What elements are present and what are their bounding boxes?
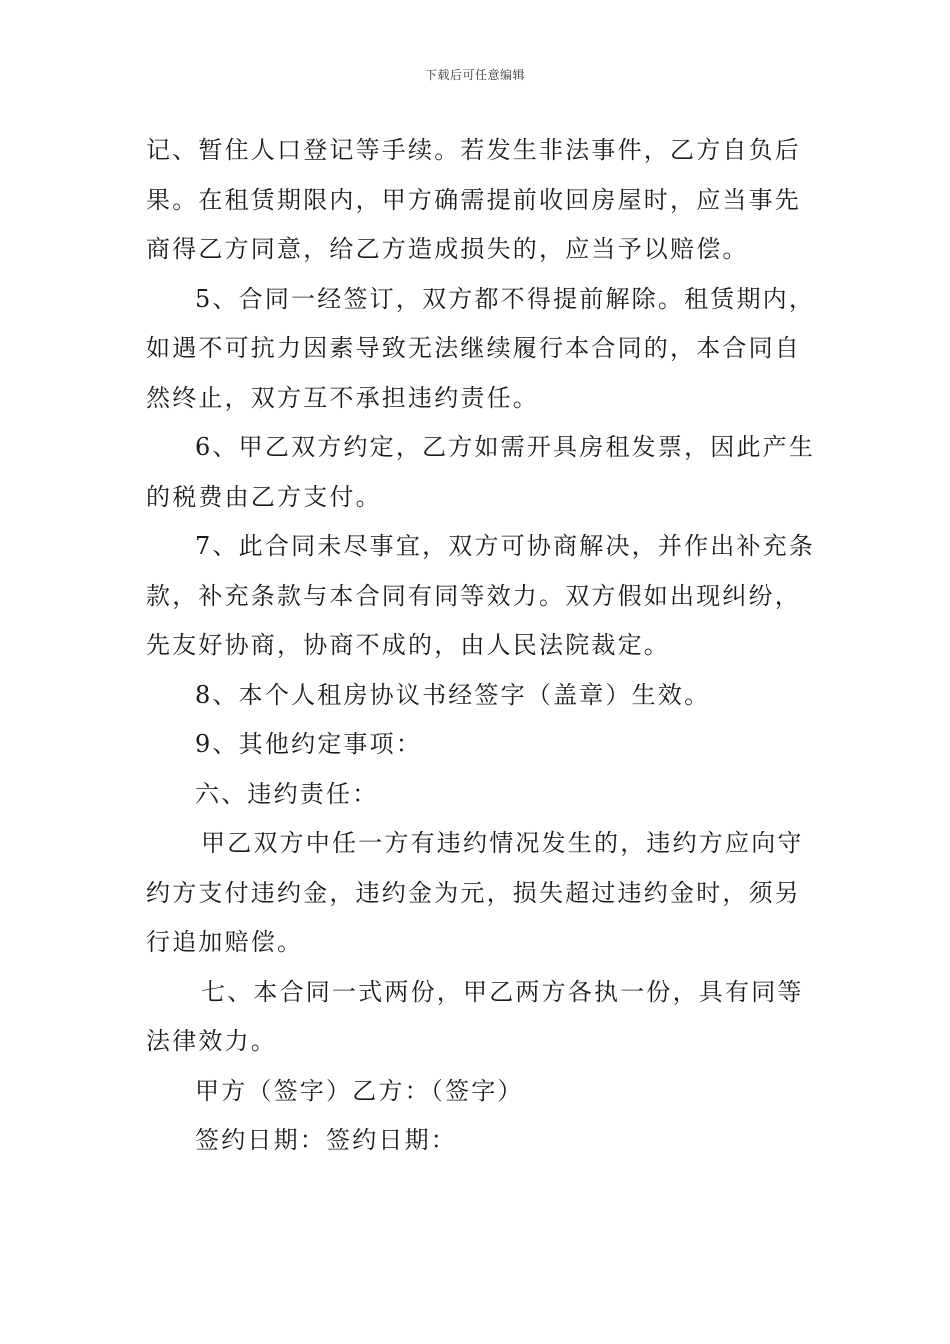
clause-6-line: 6、甲乙双方约定，乙方如需开具房租发票，因此产生: [195, 433, 816, 461]
clause-9-line: 9、其他约定事项：: [195, 730, 423, 758]
text-line: 行追加赔偿。: [146, 928, 304, 956]
signing-date-line: 签约日期：签约日期：: [195, 1126, 457, 1154]
breach-clause-line: 甲乙双方中任一方有违约情况发生的，违约方应向守: [201, 829, 804, 857]
signature-line: 甲方（签字）乙方：（签字）: [195, 1076, 524, 1105]
document-body: [146, 130, 816, 1170]
text-line: 的税费由乙方支付。: [146, 482, 382, 511]
clause-7-line: 7、此合同未尽事宜，双方可协商解决，并作出补充条: [195, 532, 816, 560]
section-heading-breach: 六、违约责任：: [195, 779, 379, 808]
text-line: 果。在租赁期限内，甲方确需提前收回房屋时，应当事先: [146, 185, 801, 214]
text-line: 约方支付违约金，违约金为元，损失超过违约金时，须另: [146, 878, 801, 907]
clause-5-line: 5、合同一经签订，双方都不得提前解除。租赁期内，: [195, 284, 816, 313]
text-line: 商得乙方同意，给乙方造成损失的，应当予以赔偿。: [146, 235, 749, 263]
text-line: 款，补充条款与本合同有同等效力。双方假如出现纠纷，: [146, 581, 801, 610]
page-header-note: 下载后可任意编辑: [424, 68, 525, 82]
section-heading-copies: 七、本合同一式两份，甲乙两方各执一份，具有同等: [201, 977, 804, 1006]
text-line: 记、暂住人口登记等手续。若发生非法事件，乙方自负后: [146, 136, 801, 164]
text-line: 如遇不可抗力因素导致无法继续履行本合同的，本合同自: [146, 334, 801, 362]
text-line: 法律效力。: [146, 1027, 277, 1055]
text-line: 然终止，双方互不承担违约责任。: [146, 383, 539, 412]
clause-8-line: 8、本个人租房协议书经签字（盖章）生效。: [195, 680, 711, 709]
text-line: 先友好协商，协商不成的，由人民法院裁定。: [146, 631, 670, 659]
